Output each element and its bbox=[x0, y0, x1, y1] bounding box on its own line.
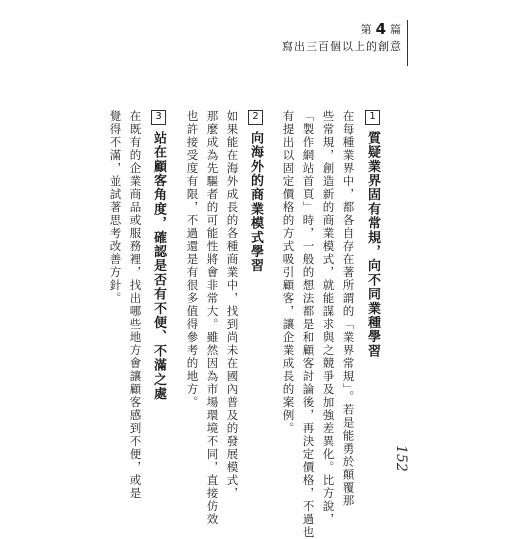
section-2-number: 2 bbox=[250, 111, 261, 124]
chapter-suffix: 篇 bbox=[390, 23, 402, 36]
chapter-number: 4 bbox=[375, 20, 387, 38]
section-1-heading-text: 質疑業界固有常規，向不同業種學習 bbox=[365, 131, 380, 359]
section-2-line-3: 也許接受度有限，不過還是有很多值得參考的地方。 bbox=[185, 110, 200, 409]
section-1-line-1: 在每種業界中，都各自存在著所謂的「業界常規」。若是能勇於顛覆那 bbox=[341, 110, 356, 508]
section-2-line-2: 那麼成為先驅者的可能性將會非常大。雖然因為市場環境不同，直接仿效 bbox=[205, 110, 220, 526]
section-1-heading bbox=[365, 110, 380, 358]
section-2-heading bbox=[248, 110, 263, 273]
section-2-heading-text: 向海外的商業模式學習 bbox=[248, 131, 263, 273]
header-divider bbox=[407, 20, 408, 66]
chapter-label bbox=[282, 22, 402, 37]
section-1-line-3: 「製作網站首頁」時，一般的想法都是和顧客討論後，再決定價格，不過也 bbox=[301, 110, 316, 539]
section-1-number: 1 bbox=[367, 111, 378, 124]
page-number: 152 bbox=[393, 445, 409, 472]
running-head bbox=[282, 22, 402, 54]
section-3-number: 3 bbox=[153, 111, 164, 124]
section-1-line-4: 有提出以固定價格的方式吸引顧客，讓企業成長的案例。 bbox=[281, 110, 296, 435]
section-1-line-2: 些常規，創造新的商業模式，就能謀求與之競爭及加強差異化。比方說， bbox=[321, 110, 336, 526]
section-2-line-1: 如果能在海外成長的各種商業中，找到尚未在國內普及的發展模式， bbox=[225, 110, 240, 500]
section-3-line-1: 在既有的企業商品或服務裡，找出哪些地方會讓顧客感到不便，或是 bbox=[128, 110, 143, 500]
section-3-heading-text: 站在顧客角度，確認是否有不便、不滿之處 bbox=[151, 131, 166, 401]
section-3-line-2: 覺得不滿，並試著思考改善方針。 bbox=[108, 110, 123, 305]
section-3-heading bbox=[151, 110, 166, 401]
chapter-prefix: 第 bbox=[360, 23, 373, 36]
chapter-title: 寫出三百個以上的創意 bbox=[282, 40, 402, 53]
